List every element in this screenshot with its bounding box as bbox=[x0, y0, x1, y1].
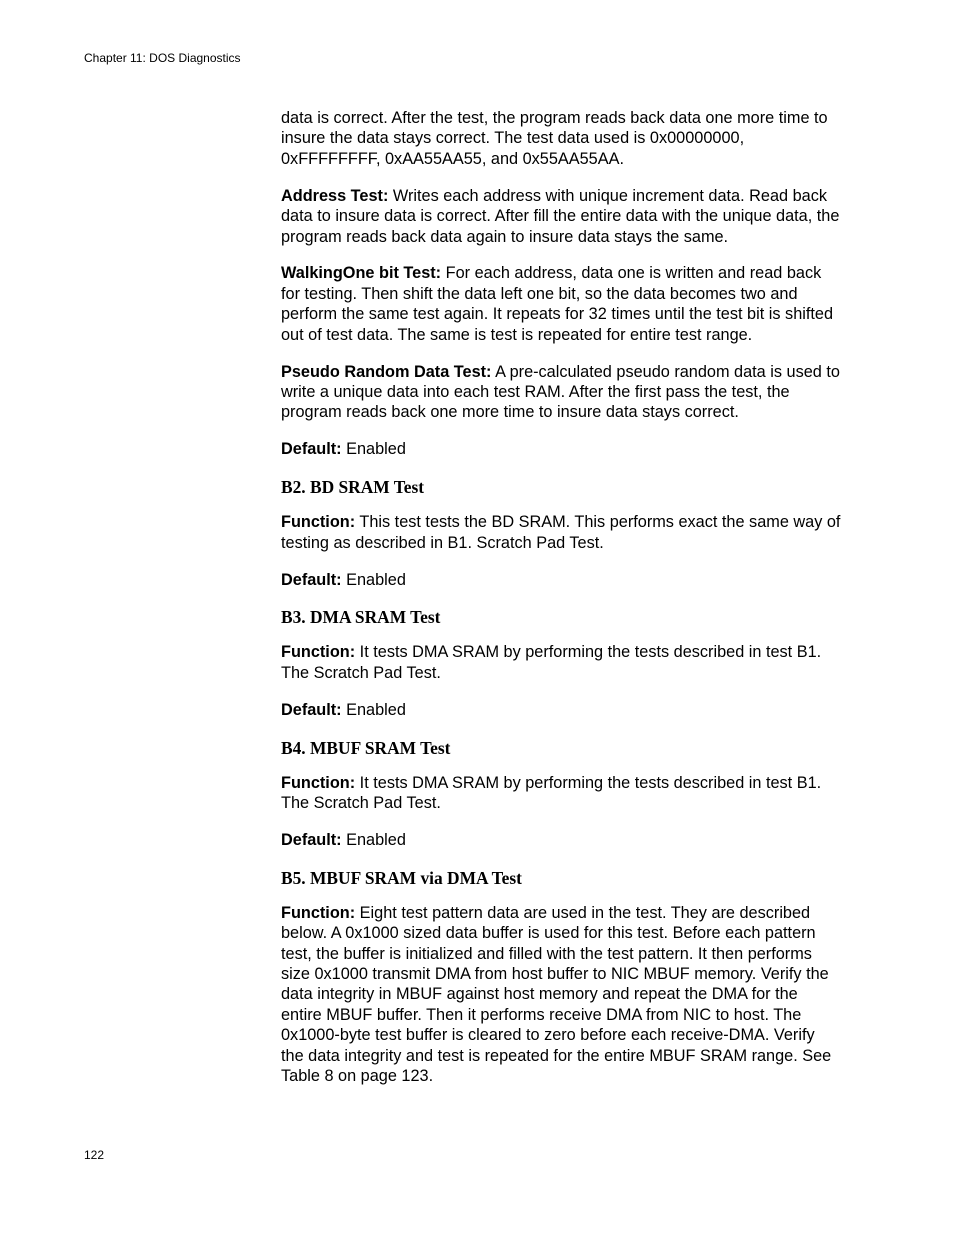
b4-function-text: It tests DMA SRAM by performing the tests described in test B1. The Scratch Pad Test. bbox=[281, 773, 822, 813]
b3-function-text: It tests DMA SRAM by performing the tests described in test B1. The Scratch Pad Test. bbox=[281, 643, 822, 682]
b2-function-paragraph bbox=[281, 512, 841, 553]
walkingone-test-label: WalkingOne bit Test: bbox=[281, 264, 442, 283]
b1-default-paragraph bbox=[281, 439, 841, 459]
b4-function-label: Function: bbox=[281, 773, 356, 792]
b3-function-label: Function: bbox=[281, 643, 356, 662]
pseudo-random-test-label: Pseudo Random Data Test: bbox=[281, 362, 492, 381]
walkingone-test-text: For each address, data one is written and read back for testing. Then shift the data left one bit, so the data becomes two and perform the same test again. It repeats for 32 times until the test bit is shifted out of test data. The same is test is repeated for entire test range. bbox=[281, 264, 834, 344]
address-test-text: Writes each address with unique increment data. Read back data to insure data is correct. After fill the entire data with the unique data, the program reads back data again to insure data stays the same. bbox=[281, 186, 840, 246]
b2-function-label: Function: bbox=[281, 513, 356, 532]
page-number: 122 bbox=[84, 1148, 105, 1162]
b1-default-value: Enabled bbox=[341, 440, 406, 459]
b4-function-paragraph bbox=[281, 773, 841, 814]
walkingone-test-paragraph bbox=[281, 263, 841, 345]
b4-default-paragraph bbox=[281, 830, 841, 850]
section-heading-b5: B5. MBUF SRAM via DMA Test bbox=[281, 867, 522, 888]
address-test-paragraph bbox=[281, 186, 841, 247]
b4-default-label: Default: bbox=[281, 830, 342, 849]
b2-default-value: Enabled bbox=[341, 570, 406, 589]
b3-function-paragraph bbox=[281, 642, 841, 683]
b3-default-value: Enabled bbox=[341, 700, 406, 719]
page-body bbox=[281, 108, 841, 1103]
section-heading-b3: B3. DMA SRAM Test bbox=[281, 607, 441, 628]
intro-paragraph: data is correct. After the test, the program reads back data one more time to insure the data stays correct. The test data used is 0x00000000, 0xFFFFFFFF, 0xAA55AA55, and 0x55AA55AA. bbox=[281, 109, 828, 168]
b4-default-value: Enabled bbox=[341, 830, 406, 849]
b2-function-text: This test tests the BD SRAM. This performs exact the same way of testing as described in B1. Scratch Pad Test. bbox=[281, 513, 841, 552]
b3-default-label: Default: bbox=[281, 700, 342, 719]
b3-default-paragraph bbox=[281, 700, 841, 720]
b5-function-label: Function: bbox=[281, 903, 356, 922]
pseudo-random-test-text: A pre-calculated pseudo random data is used to write a unique data into each test RAM. After the first pass the test, the program reads back one more time to insure data stays correct. bbox=[281, 362, 840, 422]
b2-default-label: Default: bbox=[281, 570, 342, 589]
section-heading-b2: B2. BD SRAM Test bbox=[281, 477, 425, 498]
b2-default-paragraph bbox=[281, 570, 841, 590]
pseudo-random-test-paragraph bbox=[281, 362, 841, 423]
b5-function-paragraph bbox=[281, 903, 841, 1087]
b1-default-label: Default: bbox=[281, 440, 342, 459]
address-test-label: Address Test: bbox=[281, 186, 389, 205]
running-header: Chapter 11: DOS Diagnostics bbox=[84, 51, 241, 65]
b5-function-text: Eight test pattern data are used in the test. They are described below. A 0x1000 sized data buffer is used for this test. Before each pattern test, the buffer is initialized and filled with the test pattern. It then performs size 0x1000 transmit DMA from host buffer to NIC MBUF memory. Verify the data integrity in MBUF against host memory and repeat the DMA for the entire MBUF buffer. Then it performs receive DMA from NIC to host. The 0x1000-byte test buffer is cleared to zero before each receive-DMA. Verify the data integrity and test is repeated for the entire MBUF SRAM range. See Table 8 on page 123. bbox=[281, 903, 832, 1086]
section-heading-b4: B4. MBUF SRAM Test bbox=[281, 737, 451, 758]
